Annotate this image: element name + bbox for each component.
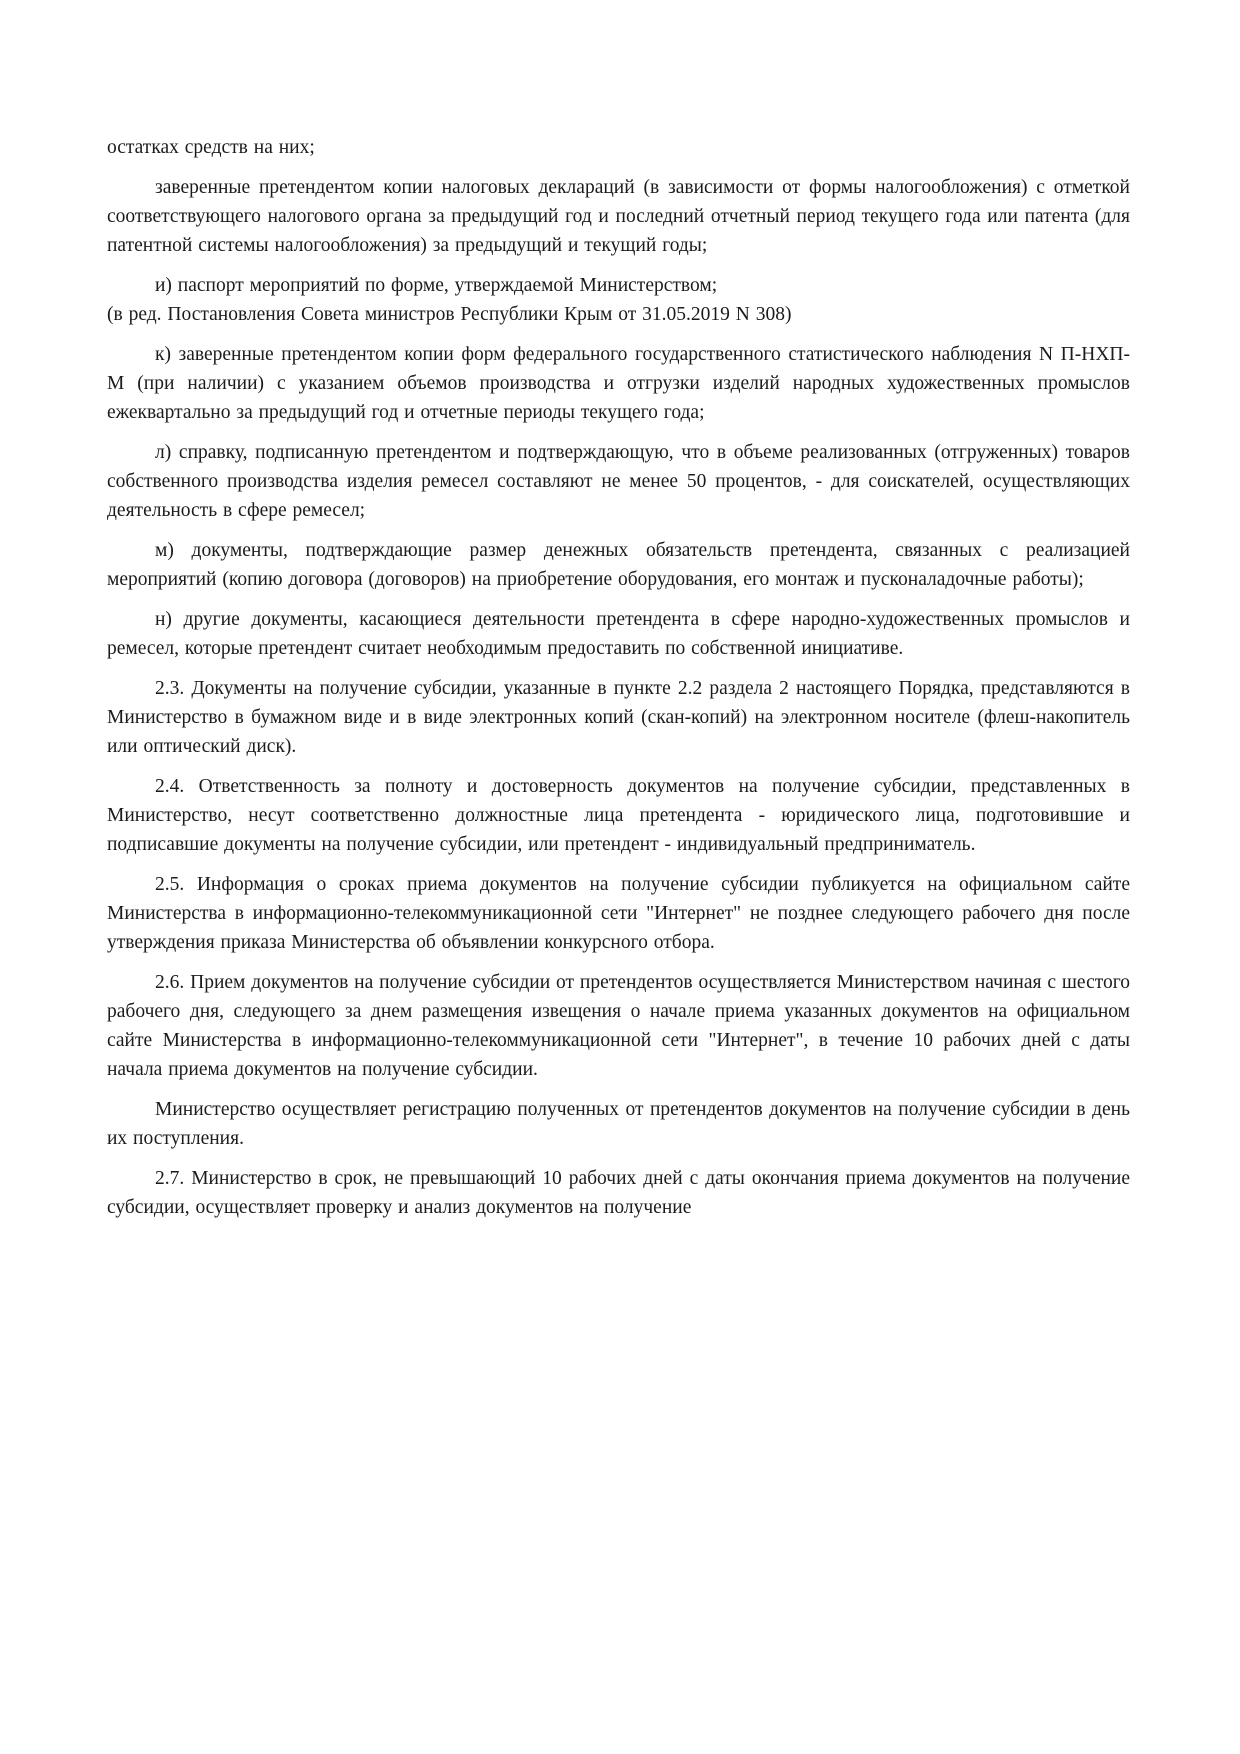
paragraph-2-6: 2.6. Прием документов на получение субсидии от претендентов осуществляется Министерством начиная с шестого рабочего дня, следующего за днем размещения извещения о начале приема указанных документов на официальном сайте Министерства в информационно-телекоммуникационной сети "Интернет", в течение 10 рабочих дней с даты начала приема документов на получение субсидии.: [107, 972, 1130, 1080]
paragraph-2-4: 2.4. Ответственность за полноту и достоверность документов на получение субсидии, представленных в Министерство, несут соответственно должностные лица претендента - юридического лица, подготовившие и подписавшие документы на получение субсидии, или претендент - индивидуальный предприниматель.: [107, 776, 1130, 855]
edition-note: (в ред. Постановления Совета министров Республики Крым от 31.05.2019 N 308): [107, 304, 792, 325]
paragraph-registration: Министерство осуществляет регистрацию полученных от претендентов документов на получение субсидии в день их поступления.: [107, 1099, 1130, 1149]
paragraph-item-m: м) документы, подтверждающие размер денежных обязательств претендента, связанных с реализацией мероприятий (копию договора (договоров) на приобретение оборудования, его монтаж и пусконаладочные работы);: [107, 540, 1130, 590]
paragraph-2-5: 2.5. Информация о сроках приема документов на получение субсидии публикуется на официальном сайте Министерства в информационно-телекоммуникационной сети "Интернет" не позднее следующего рабочего дня после утверждения приказа Министерства об объявлении конкурсного отбора.: [107, 874, 1130, 953]
paragraph: заверенные претендентом копии налоговых деклараций (в зависимости от формы налогообложения) с отметкой соответствующего налогового органа за предыдущий год и последний отчетный период текущего года или патента (для патентной системы налогообложения) за предыдущий и текущий годы;: [107, 177, 1130, 256]
paragraph-2-3: 2.3. Документы на получение субсидии, указанные в пункте 2.2 раздела 2 настоящего Порядка, представляются в Министерство в бумажном виде и в виде электронных копий (скан-копий) на электронном носителе (флеш-накопитель или оптический диск).: [107, 678, 1130, 757]
paragraph-item-k: к) заверенные претендентом копии форм федерального государственного статистического наблюдения N П-НХП-М (при наличии) с указанием объемов производства и отгрузки изделий народных художественных промыслов ежеквартально за предыдущий год и отчетные периоды текущего года;: [107, 344, 1130, 423]
paragraph-continuation: остатках средств на них;: [107, 137, 315, 158]
paragraph-item-l: л) справку, подписанную претендентом и подтверждающую, что в объеме реализованных (отгруженных) товаров собственного производства изделия ремесел составляют не менее 50 процентов, - для соискателей, осуществляющих деятельность в сфере ремесел;: [107, 442, 1130, 521]
paragraph-item-n: н) другие документы, касающиеся деятельности претендента в сфере народно-художественных промыслов и ремесел, которые претендент считает необходимым предоставить по собственной инициативе.: [107, 609, 1130, 659]
paragraph-item-i: и) паспорт мероприятий по форме, утверждаемой Министерством;: [155, 275, 718, 296]
paragraph-2-7: 2.7. Министерство в срок, не превышающий 10 рабочих дней с даты окончания приема документов на получение субсидии, осуществляет проверку и анализ документов на получение: [107, 1168, 1130, 1218]
